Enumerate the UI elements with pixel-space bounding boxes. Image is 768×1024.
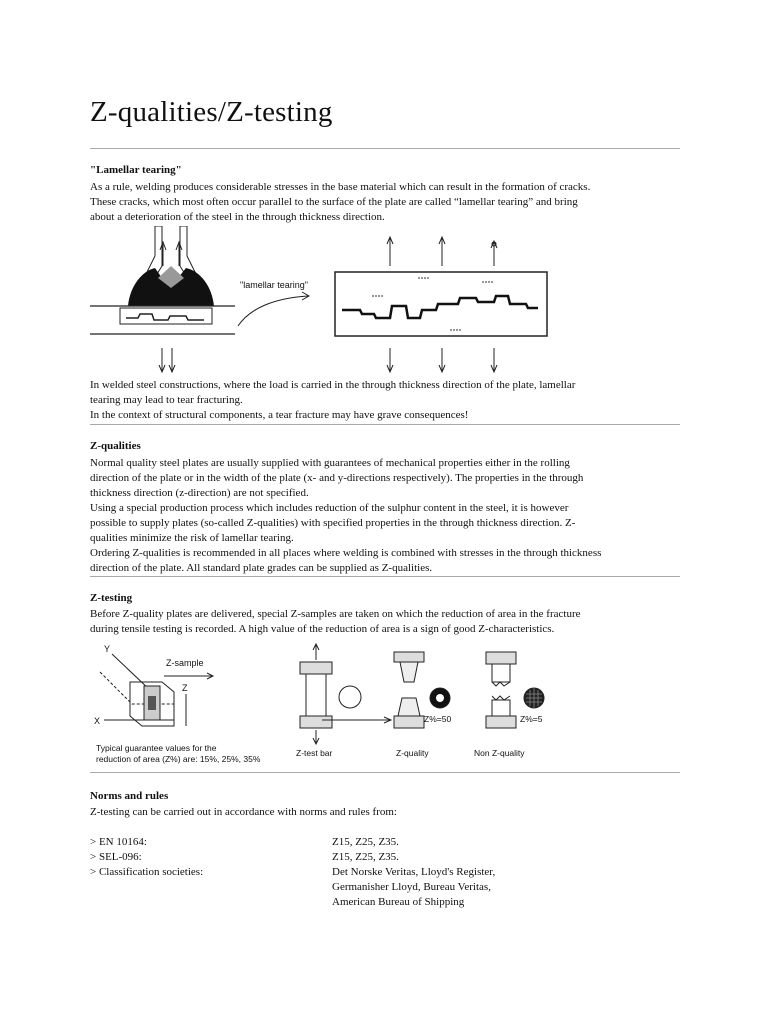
axis-y-label: Y: [104, 644, 111, 654]
text-line: about a deterioration of the steel in the through thickness direction.: [90, 211, 385, 223]
z-test-bar-illustration: [296, 644, 361, 758]
guarantee-text-line: reduction of area (Z%) are: 15%, 25%, 35%: [96, 754, 261, 764]
non-z-quality-label: Non Z-quality: [474, 748, 525, 758]
text-line: thickness direction (z-direction) are not specified.: [90, 487, 309, 499]
norms-intro: Z-testing can be carried out in accordance with norms and rules from:: [90, 806, 397, 818]
axis-z-label: Z: [182, 683, 188, 693]
norm-label: > SEL-096:: [90, 851, 142, 863]
text-line: during tensile testing is recorded. A high value of the reduction of area is a sign of good Z-characteristics.: [90, 623, 555, 635]
figure-label: "lamellar tearing": [240, 280, 308, 290]
ztesting-heading: Z-testing: [90, 592, 133, 604]
lamellar-intro: [90, 180, 680, 225]
text-line: Normal quality steel plates are usually supplied with guarantees of mechanical properties either in the rolling: [90, 457, 570, 469]
z-quality-illustration: [394, 652, 451, 758]
text-line: As a rule, welding produces considerable stresses in the base material which can result in the formation of cracks.: [90, 181, 591, 193]
zqualities-heading: Z-qualities: [90, 440, 141, 452]
norms-heading: Norms and rules: [90, 790, 169, 802]
z-testing-figure: [90, 642, 550, 768]
z-quality-value: Z%=50: [424, 714, 452, 724]
text-line: Using a special production process which includes reduction of the sulphur content in the steel, it is however: [90, 502, 569, 514]
zqualities-body: [90, 456, 680, 576]
norm-value: Det Norske Veritas, Lloyd's Register,: [332, 866, 496, 878]
text-line: These cracks, which most often occur parallel to the surface of the plate are called “lamellar tearing” and bring: [90, 196, 578, 208]
norm-value: Germanisher Lloyd, Bureau Veritas,: [332, 881, 491, 893]
lamellar-tearing-figure: [90, 226, 550, 374]
z-quality-label: Z-quality: [396, 748, 429, 758]
norm-row: [90, 895, 680, 910]
lamellar-heading: "Lamellar tearing": [90, 164, 182, 176]
page-title: Z-qualities/Z-testing: [90, 96, 333, 128]
z-sample-illustration: [94, 644, 261, 764]
magnified-crack-illustration: [335, 237, 547, 372]
text-line: In the context of structural components, a tear fracture may have grave consequences!: [90, 409, 469, 421]
text-line: Ordering Z-qualities is recommended in all places where welding is combined with stresses in the through thickness: [90, 547, 602, 559]
ztesting-body: [90, 607, 680, 637]
welded-joint-illustration: [90, 226, 235, 372]
norm-value: Z15, Z25, Z35.: [332, 836, 399, 848]
section-divider: [90, 576, 680, 577]
text-line: possible to supply plates (so-called Z-qualities) with specified properties in the through thickness direction. Z-: [90, 517, 576, 529]
norm-label: [90, 880, 332, 895]
non-z-quality-value: Z%=5: [520, 714, 543, 724]
text-line: Before Z-quality plates are delivered, special Z-samples are taken on which the reduction of area in the fracture: [90, 608, 581, 620]
norm-value: Z15, Z25, Z35.: [332, 851, 399, 863]
section-divider: [90, 424, 680, 425]
text-line: In welded steel constructions, where the load is carried in the through thickness direction of the plate, lamellar: [90, 379, 576, 391]
text-line: qualities minimize the risk of lamellar tearing.: [90, 532, 294, 544]
section-divider: [90, 772, 680, 773]
norm-value: American Bureau of Shipping: [332, 896, 465, 908]
z-sample-label: Z-sample: [166, 658, 204, 668]
norm-row: [90, 850, 680, 865]
non-z-quality-illustration: [474, 652, 544, 758]
text-line: direction of the plate. All standard plate grades can be supplied as Z-qualities.: [90, 562, 433, 574]
guarantee-text-line: Typical guarantee values for the: [96, 743, 217, 753]
norm-row: [90, 835, 680, 850]
norm-label: > Classification societies:: [90, 866, 204, 878]
z-test-bar-label: Z-test bar: [296, 748, 333, 758]
lamellar-outro: [90, 378, 680, 423]
section-divider: [90, 148, 680, 149]
norm-row: [90, 880, 680, 895]
norm-label: > EN 10164:: [90, 836, 147, 848]
norms-list: [90, 835, 680, 910]
text-line: direction of the plate or in the width of the plate (x- and y-directions respectively). The properties in the through: [90, 472, 584, 484]
norm-row: [90, 865, 680, 880]
norm-label: [90, 895, 332, 910]
axis-x-label: X: [94, 716, 101, 726]
text-line: tearing may lead to tear fracturing.: [90, 394, 243, 406]
